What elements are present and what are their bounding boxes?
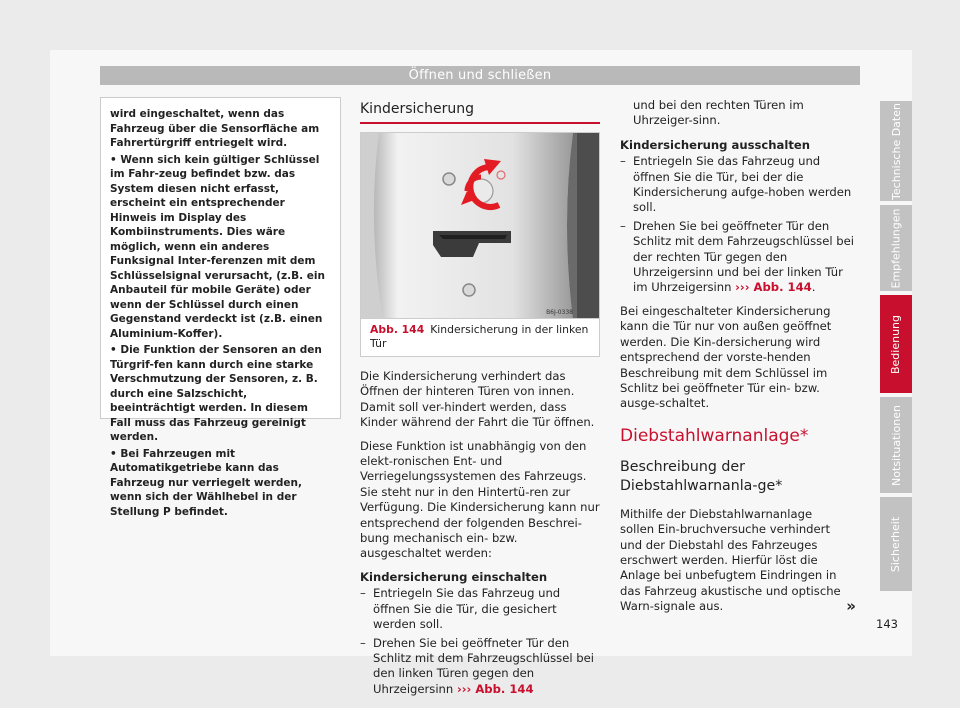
figure-reference-link[interactable]: ››› Abb. 144 bbox=[456, 681, 534, 696]
tab-empfehlungen[interactable] bbox=[880, 205, 912, 291]
subheading: Kindersicherung einschalten bbox=[360, 569, 548, 584]
step-item: – Drehen Sie bei geöffneter Tür den Schlitz mit dem Fahrzeugschlüssel bei der rechten Tür gegen den Uhrzeigersinn und bei der linken Tür im Uhrzeigersinn ››› Abb. 144. bbox=[620, 219, 860, 296]
step-text: Entriegeln Sie das Fahrzeug und öffnen Sie die Tür, die gesichert werden soll. bbox=[373, 586, 561, 632]
tab-notsituationen[interactable] bbox=[880, 397, 912, 493]
tab-sicherheit[interactable] bbox=[880, 497, 912, 591]
figure-caption bbox=[360, 319, 600, 357]
note-bullet: • Wenn sich kein gültiger Schlüssel im Fahr-zeug befindet bzw. das System diesen nicht erfasst, erscheint ein entsprechender Hinweis im Display des Kombiinstruments. Dies wäre möglich, wenn ein anderes Funksignal Inter-ferenzen mit dem Schlüsselsignal verursacht, (z.B. ein Anbauteil für mobile Geräte) oder wenn der Schlüssel durch einen Gegenstand verdeckt ist (z.B. einen Aluminium-Koffer). bbox=[110, 153, 325, 340]
continue-arrow-icon: » bbox=[846, 597, 856, 616]
note-paragraph: wird eingeschaltet, wenn das Fahrzeug über die Sensorfläche am Fahrertürgriff entriegelt wird. bbox=[110, 108, 320, 149]
title-rule bbox=[360, 122, 600, 124]
tab-label: Empfehlungen bbox=[889, 208, 903, 288]
tab-label: Notsituationen bbox=[889, 404, 903, 486]
tab-bedienung[interactable] bbox=[880, 295, 912, 393]
column-right bbox=[620, 98, 860, 623]
page-number: 143 bbox=[876, 617, 898, 631]
side-tabs bbox=[880, 101, 912, 595]
paragraph: Mithilfe der Diebstahlwarnanlage sollen Ein-bruchversuche verhindert und der Diebstahl des Fahrzeuges erschwert werden. Hierfür löst die Anlage bei unbefugtem Eindringen in das Fahrzeug akustische und optische Warn-signale aus. bbox=[620, 506, 841, 614]
page-header: Öffnen und schließen bbox=[100, 66, 860, 85]
note-box bbox=[100, 97, 341, 518]
figure-reference-link[interactable]: ››› Abb. 144 bbox=[735, 280, 812, 295]
figure-code: B6J-0338 bbox=[546, 309, 573, 316]
tab-technische-daten[interactable] bbox=[880, 101, 912, 201]
caption-text: Kindersicherung in der linken Tür bbox=[370, 323, 589, 350]
section-title: Kindersicherung bbox=[360, 101, 474, 117]
tab-label: Sicherheit bbox=[889, 516, 903, 572]
step-item bbox=[360, 636, 600, 698]
paragraph: Diese Funktion ist unabhängig von den elekt-ronischen Ent- und Verriegelungssystemen des Fahrzeugs. Sie steht nur in den Hintertü-ren zur Verfügung. Die Kindersicherung kann nur entsprechend der folgenden Beschrei-bung mechanisch ein- bzw. ausgeschaltet werden: bbox=[360, 438, 600, 561]
chapter-title: Diebstahlwarnanlage* bbox=[620, 425, 809, 446]
paragraph-wrap bbox=[620, 507, 860, 615]
paragraph: Bei eingeschalteter Kindersicherung kann die Tür nur von außen geöffnet werden. Die Kin-dersicherung wird entsprechend der vorste-henden Beschreibung mit dem Schlüssel im Schlitz bei geöffneter Tür ein- bzw. ausge-schaltet. bbox=[620, 303, 832, 411]
caption-label: Abb. 144 bbox=[370, 323, 425, 336]
figure-child-lock bbox=[360, 132, 600, 319]
note-bullet: • Die Funktion der Sensoren an den Türgrif-fen kann durch eine starke Verschmutzung der Sensoren, z. B. durch eine Salzschicht, beeinträchtigt werden. In diesem Fall muss das Fahrzeug gereinigt werden. bbox=[110, 344, 322, 443]
section-title: Beschreibung der Diebstahlwarnanla-ge* bbox=[620, 458, 783, 494]
paragraph: Die Kindersicherung verhindert das Öffnen der hinteren Türen von innen. Damit soll ver-hindert werden, dass Kinder während der Fahrt die Tür öffnen. bbox=[360, 369, 595, 430]
step-text: Drehen Sie bei geöffneter Tür den Schlitz mit dem Fahrzeugschlüssel bei der rechten Tür gegen den Uhrzeigersinn und bei der linken Tür im Uhrzeigersinn bbox=[633, 218, 854, 295]
child-lock-illustration bbox=[361, 133, 600, 319]
step-text: Drehen Sie bei geöffneter Tür den Schlitz mit dem Fahrzeugschlüssel bei den linken Türen gegen den Uhrzeigersinn bbox=[373, 635, 594, 696]
step-item bbox=[620, 154, 860, 216]
note-bullet: • Bei Fahrzeugen mit Automatikgetriebe kann das Fahrzeug nur verriegelt werden, wenn sich der Wählhebel in der Stellung P befindet. bbox=[110, 447, 303, 518]
tab-label: Bedienung bbox=[889, 314, 903, 374]
tab-label: Technische Daten bbox=[889, 102, 903, 200]
step-text: Entriegeln Sie das Fahrzeug und öffnen Sie die Tür, bei der die Kindersicherung aufge-hoben werden soll. bbox=[633, 154, 852, 215]
subheading: Kindersicherung ausschalten bbox=[620, 137, 810, 152]
step-continuation: und bei den rechten Türen im Uhrzeiger-sinn. bbox=[633, 98, 804, 128]
step-item bbox=[360, 586, 600, 632]
column-kindersicherung bbox=[360, 98, 600, 700]
